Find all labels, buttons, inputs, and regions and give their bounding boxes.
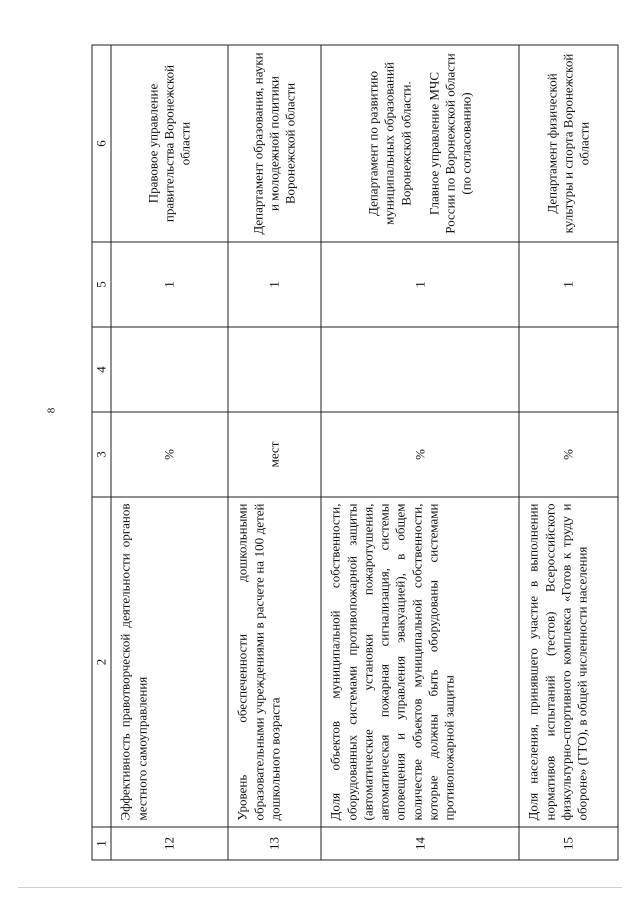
col5-cell: 1 <box>519 242 618 327</box>
header-col-1: 1 <box>92 827 111 860</box>
col5-cell: 1 <box>228 242 321 327</box>
col4-cell <box>519 327 618 412</box>
department-cell <box>228 45 321 242</box>
row-number: 14 <box>321 827 519 860</box>
table-row <box>519 45 618 860</box>
page-bottom-divider <box>18 887 622 888</box>
table-row <box>321 45 519 860</box>
unit-cell: мест <box>228 412 321 497</box>
department-name: Департамент физической культуры и спорта Воронежской области <box>544 53 592 234</box>
department-name: Главное управление МЧС России по Воронежской области (по согласованию) <box>426 53 474 234</box>
col5-cell: 1 <box>111 242 228 327</box>
col4-cell <box>228 327 321 412</box>
indicators-table <box>92 45 619 861</box>
department-name: Департамент образования, науки и молодежной политики Воронежской области <box>250 52 298 235</box>
department-cell <box>519 45 618 242</box>
indicator-text: Уровень обеспеченности дошкольными образовательными учреждениями в расчете на 100 детей дошкольного возраста <box>228 497 321 827</box>
table-row <box>228 45 321 860</box>
col4-cell <box>111 327 228 412</box>
indicator-text: Эффективность правотворческой деятельности органов местного самоуправления <box>111 497 228 827</box>
page-number: 8 <box>45 407 58 414</box>
header-col-4: 4 <box>92 327 111 412</box>
indicator-text: Доля населения, принявшего участие в выполнении нормативов испытаний (тестов) Всероссийского физкультурно-спортивного комплекса «Готов к труду и обороне» (ГТО), в общей численности населения <box>519 497 618 827</box>
department-cell <box>321 45 519 242</box>
header-col-2: 2 <box>92 497 111 827</box>
row-number: 15 <box>519 827 618 860</box>
row-number: 13 <box>228 827 321 860</box>
indicators-table-container <box>92 46 619 861</box>
unit-cell: % <box>111 412 228 497</box>
department-cell <box>111 45 228 242</box>
header-col-5: 5 <box>92 242 111 327</box>
col4-cell <box>321 327 519 412</box>
header-col-3: 3 <box>92 412 111 497</box>
unit-cell: % <box>519 412 618 497</box>
indicator-text: Доля объектов муниципальной собственности, оборудованных системами противопожарной защиты (автоматические установки пожаротушения, автоматическая пожарная сигнализация, системы оповещения и управления эвакуацией), в общем количестве объектов муниципальной собственности, которые должны быть оборудованы системами противопожарной защиты <box>321 497 519 827</box>
header-col-6: 6 <box>92 45 111 242</box>
col5-cell: 1 <box>321 242 519 327</box>
department-name: Департамент по развитию муниципальных образований Воронежской области. <box>365 62 413 225</box>
unit-cell: % <box>321 412 519 497</box>
table-row <box>111 45 228 860</box>
table-header-row <box>92 45 111 860</box>
department-name: Правовое управление правительства Воронежской области <box>145 64 193 223</box>
row-number: 12 <box>111 827 228 860</box>
